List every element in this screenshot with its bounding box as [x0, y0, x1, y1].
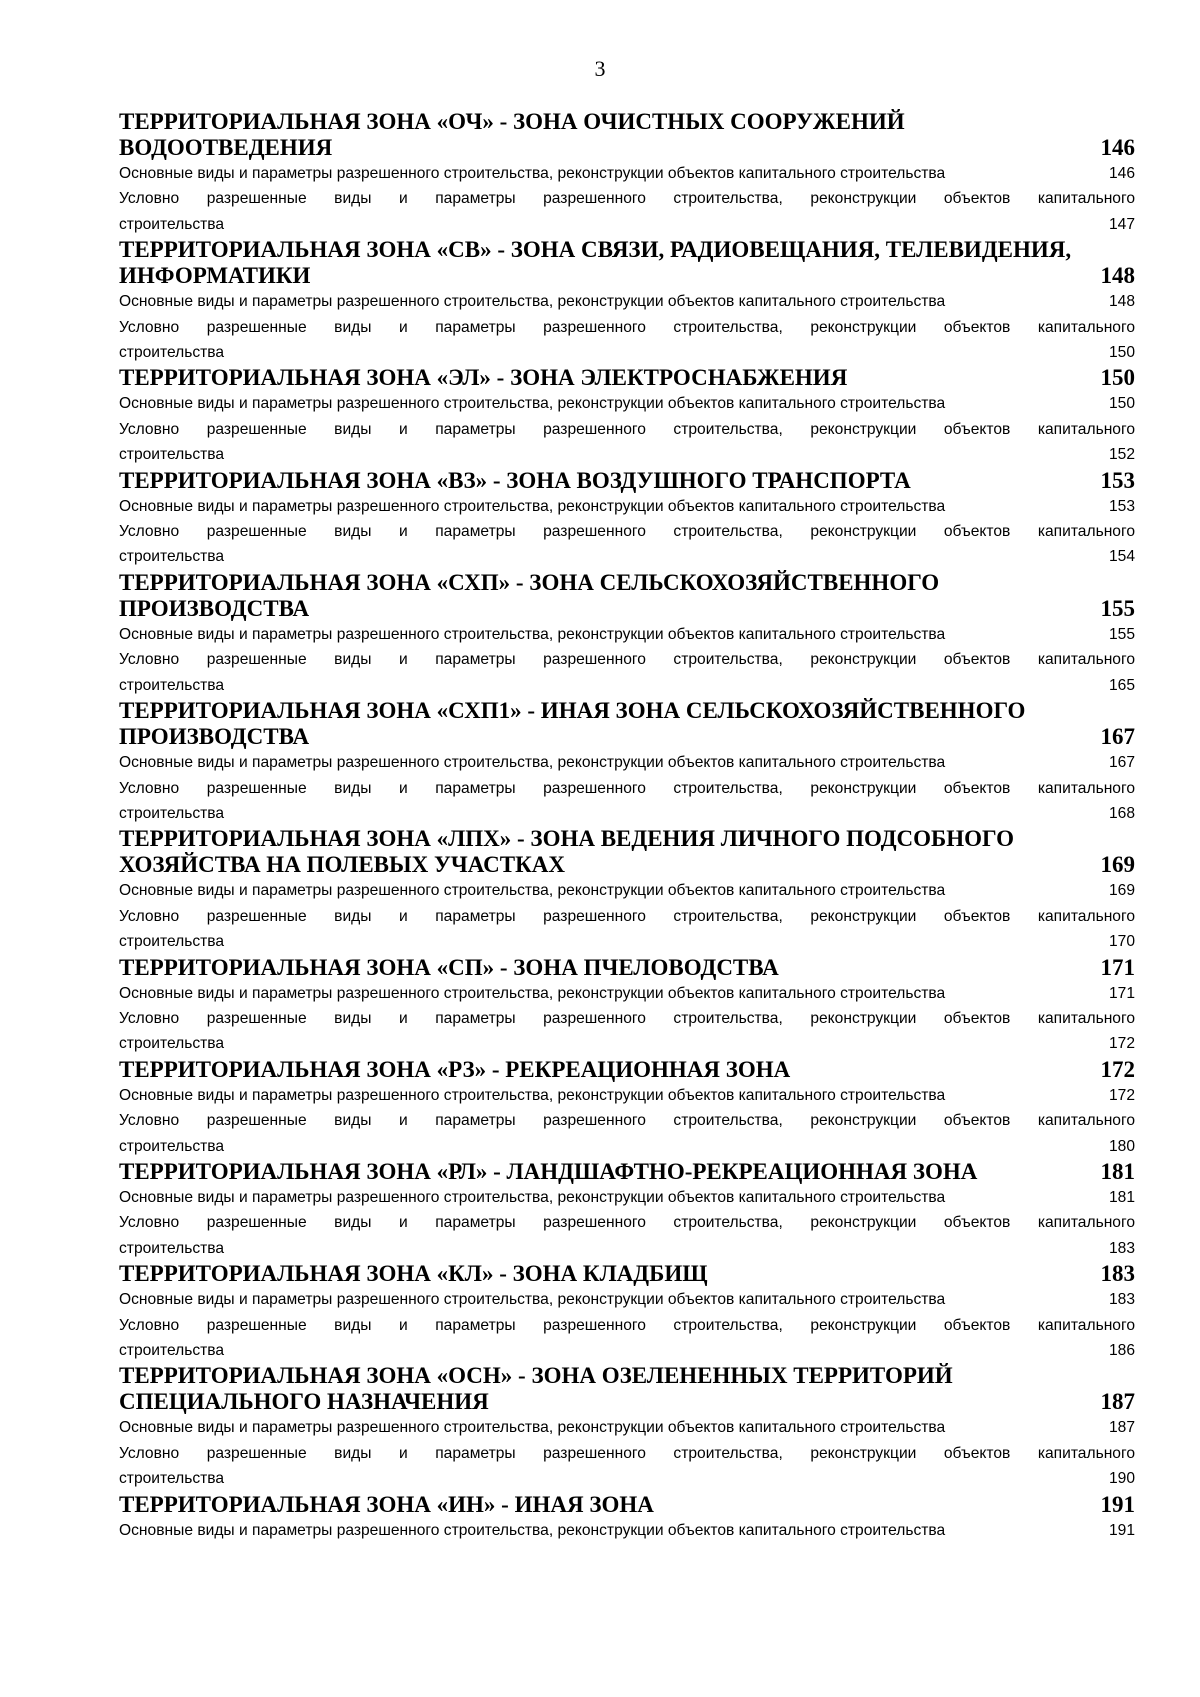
entry-title-tail: строительства [119, 344, 225, 362]
toc-section [119, 1363, 1135, 1491]
toc-entry-conditional[interactable] [119, 776, 1135, 827]
section-heading-line: ТЕРРИТОРИАЛЬНАЯ ЗОНА «СХП» - ЗОНА СЕЛЬСКОХОЗЯЙСТВЕННОГО [119, 569, 940, 595]
section-page-number: 169 [1100, 852, 1135, 878]
entry-title: Условно разрешенные виды и параметры разрешенного строительства, реконструкции объектов капитального [119, 1214, 1135, 1232]
entry-title-tail: строительства [119, 1035, 225, 1053]
entry-title-tail: строительства [119, 1470, 225, 1488]
section-page-number: 191 [1100, 1491, 1135, 1517]
section-heading[interactable] [119, 1363, 1135, 1415]
toc-section [119, 468, 1135, 570]
toc-section [119, 237, 1135, 365]
entry-page-number: 147 [1108, 215, 1135, 233]
section-heading-row [119, 365, 1135, 391]
toc-section [119, 570, 1135, 698]
toc-entry-conditional[interactable] [119, 519, 1135, 570]
section-heading-line: ТЕРРИТОРИАЛЬНАЯ ЗОНА «ЛПХ» - ЗОНА ВЕДЕНИЯ ЛИЧНОГО ПОДСОБНОГО [119, 826, 1014, 852]
section-heading[interactable] [119, 365, 1135, 391]
entry-title-tail: строительства [119, 804, 225, 822]
entry-page-number: 183 [1108, 1239, 1135, 1257]
toc-section [119, 1261, 1135, 1363]
entry-page-number: 155 [1108, 625, 1135, 643]
entry-page-number: 181 [1108, 1188, 1135, 1206]
section-heading-row [119, 1057, 1135, 1083]
toc-entry-conditional[interactable] [119, 1006, 1135, 1057]
entry-title: Основные виды и параметры разрешенного строительства, реконструкции объектов капитального строительства [119, 984, 946, 1002]
section-heading-line: ПРОИЗВОДСТВА [119, 595, 310, 621]
entry-title-row [119, 929, 1135, 954]
toc-section [119, 1492, 1135, 1543]
section-page-number: 167 [1100, 724, 1135, 750]
entry-title: Условно разрешенные виды и параметры разрешенного строительства, реконструкции объектов капитального [119, 1444, 1135, 1462]
section-heading[interactable] [119, 570, 1135, 622]
toc-entry-conditional[interactable] [119, 186, 1135, 237]
entry-title: Основные виды и параметры разрешенного строительства, реконструкции объектов капитального строительства [119, 395, 946, 413]
entry-title: Основные виды и параметры разрешенного строительства, реконструкции объектов капитального строительства [119, 754, 946, 772]
toc-entry-basic[interactable] [119, 1415, 1135, 1440]
entry-title: Условно разрешенные виды и параметры разрешенного строительства, реконструкции объектов капитального [119, 318, 1135, 336]
entry-title: Основные виды и параметры разрешенного строительства, реконструкции объектов капитального строительства [119, 625, 946, 643]
entry-title-tail: строительства [119, 676, 225, 694]
section-heading-row [119, 1492, 1135, 1518]
section-page-number: 187 [1100, 1389, 1135, 1415]
entry-title: Основные виды и параметры разрешенного строительства, реконструкции объектов капитального строительства [119, 882, 946, 900]
section-heading-row [119, 1261, 1135, 1287]
toc-entry-basic[interactable] [119, 878, 1135, 903]
entry-title: Основные виды и параметры разрешенного строительства, реконструкции объектов капитального строительства [119, 165, 946, 182]
section-heading-line: СПЕЦИАЛЬНОГО НАЗНАЧЕНИЯ [119, 1389, 489, 1415]
toc-entry-conditional[interactable] [119, 1313, 1135, 1364]
entry-title-row [119, 1466, 1135, 1491]
entry-title-row [119, 340, 1135, 365]
toc-entry-basic[interactable] [119, 981, 1135, 1006]
section-heading-line: ТЕРРИТОРИАЛЬНАЯ ЗОНА «ОЧ» - ЗОНА ОЧИСТНЫХ СООРУЖЕНИЙ [119, 109, 905, 134]
section-heading-row [119, 955, 1135, 981]
section-heading-row [119, 263, 1135, 289]
entry-title-row [119, 1134, 1135, 1159]
entry-page-number: 171 [1108, 984, 1135, 1002]
toc-entry-conditional[interactable] [119, 647, 1135, 698]
section-heading-line: ИНФОРМАТИКИ [119, 263, 311, 289]
entry-title: Условно разрешенные виды и параметры разрешенного строительства, реконструкции объектов капитального [119, 651, 1135, 669]
toc-entry-basic[interactable] [119, 391, 1135, 416]
section-page-number: 155 [1100, 595, 1135, 621]
entry-page-number: 170 [1108, 933, 1135, 951]
toc-section [119, 365, 1135, 467]
entry-page-number: 190 [1108, 1470, 1135, 1488]
toc-section [119, 698, 1135, 826]
entry-page-number: 148 [1108, 293, 1135, 311]
toc-section [119, 109, 1135, 237]
entry-title-tail: строительства [119, 215, 225, 233]
section-heading-line: ПРОИЗВОДСТВА [119, 724, 310, 750]
section-heading-line: ТЕРРИТОРИАЛЬНАЯ ЗОНА «ВЗ» - ЗОНА ВОЗДУШНОГО ТРАНСПОРТА [119, 467, 911, 493]
section-page-number: 171 [1100, 954, 1135, 980]
section-heading-line: ТЕРРИТОРИАЛЬНАЯ ЗОНА «СП» - ЗОНА ПЧЕЛОВОДСТВА [119, 954, 779, 980]
section-heading-row [119, 724, 1135, 750]
entry-title: Основные виды и параметры разрешенного строительства, реконструкции объектов капитального строительства [119, 1086, 946, 1104]
entry-title: Основные виды и параметры разрешенного строительства, реконструкции объектов капитального строительства [119, 1291, 946, 1309]
section-heading-line: ТЕРРИТОРИАЛЬНАЯ ЗОНА «СВ» - ЗОНА СВЯЗИ, РАДИОВЕЩАНИЯ, ТЕЛЕВИДЕНИЯ, [119, 237, 1072, 263]
section-heading-line: ТЕРРИТОРИАЛЬНАЯ ЗОНА «РЗ» - РЕКРЕАЦИОННАЯ ЗОНА [119, 1056, 791, 1082]
section-heading-row [119, 852, 1135, 878]
toc-entry-basic[interactable] [119, 750, 1135, 775]
entry-title-row [119, 544, 1135, 569]
entry-page-number: 186 [1108, 1342, 1135, 1359]
entry-page-number: 183 [1108, 1291, 1135, 1309]
entry-page-number: 167 [1108, 754, 1135, 772]
entry-title-tail: строительства [119, 933, 225, 951]
entry-title-row [119, 1031, 1135, 1056]
entry-title: Основные виды и параметры разрешенного строительства, реконструкции объектов капитального строительства [119, 497, 946, 515]
toc-entry-basic[interactable] [119, 1185, 1135, 1210]
entry-page-number: 150 [1108, 395, 1135, 413]
entry-title: Основные виды и параметры разрешенного строительства, реконструкции объектов капитального строительства [119, 293, 946, 311]
section-heading-row [119, 1159, 1135, 1185]
entry-title: Условно разрешенные виды и параметры разрешенного строительства, реконструкции объектов капитального [119, 907, 1135, 925]
entry-title-tail: строительства [119, 1239, 225, 1257]
toc-section [119, 1159, 1135, 1261]
entry-title-tail: строительства [119, 446, 225, 464]
section-heading-row [119, 1389, 1135, 1415]
toc-entry-basic[interactable] [119, 289, 1135, 314]
section-heading[interactable] [119, 1159, 1135, 1185]
entry-title-row [119, 801, 1135, 826]
toc-entry-conditional[interactable] [119, 417, 1135, 468]
section-heading-row [119, 468, 1135, 494]
entry-title-tail: строительства [119, 1137, 225, 1155]
toc-entry-basic[interactable] [119, 622, 1135, 647]
entry-title: Условно разрешенные виды и параметры разрешенного строительства, реконструкции объектов капитального [119, 420, 1135, 438]
section-page-number: 146 [1100, 135, 1135, 160]
toc-section [119, 955, 1135, 1057]
section-heading-line: ТЕРРИТОРИАЛЬНАЯ ЗОНА «СХП1» - ИНАЯ ЗОНА СЕЛЬСКОХОЗЯЙСТВЕННОГО [119, 698, 1026, 724]
entry-page-number: 150 [1108, 344, 1135, 362]
section-heading-row [119, 135, 1135, 161]
entry-title-row [119, 1236, 1135, 1261]
entry-title: Условно разрешенные виды и параметры разрешенного строительства, реконструкции объектов капитального [119, 1112, 1135, 1130]
section-page-number: 172 [1100, 1056, 1135, 1082]
toc-section [119, 826, 1135, 954]
section-heading-line: ТЕРРИТОРИАЛЬНАЯ ЗОНА «ОСН» - ЗОНА ОЗЕЛЕНЕННЫХ ТЕРРИТОРИЙ [119, 1363, 953, 1389]
toc-entry-conditional[interactable] [119, 1108, 1135, 1159]
entry-page-number: 172 [1108, 1035, 1135, 1053]
section-heading-row [119, 596, 1135, 622]
entry-title-row [119, 442, 1135, 467]
section-heading[interactable] [119, 1492, 1135, 1518]
section-heading[interactable] [119, 1057, 1135, 1083]
table-of-contents [119, 109, 1135, 1543]
entry-title: Условно разрешенные виды и параметры разрешенного строительства, реконструкции объектов капитального [119, 1316, 1135, 1334]
entry-title: Основные виды и параметры разрешенного строительства, реконструкции объектов капитального строительства [119, 1419, 946, 1437]
entry-page-number: 172 [1108, 1086, 1135, 1104]
section-heading-line: ТЕРРИТОРИАЛЬНАЯ ЗОНА «КЛ» - ЗОНА КЛАДБИЩ [119, 1261, 708, 1287]
toc-entry-basic[interactable] [119, 1287, 1135, 1312]
section-heading[interactable] [119, 1261, 1135, 1287]
section-heading-line: ВОДООТВЕДЕНИЯ [119, 135, 333, 160]
section-heading-line: ТЕРРИТОРИАЛЬНАЯ ЗОНА «ЭЛ» - ЗОНА ЭЛЕКТРОСНАБЖЕНИЯ [119, 365, 848, 391]
entry-page-number: 165 [1108, 676, 1135, 694]
section-heading-line: ТЕРРИТОРИАЛЬНАЯ ЗОНА «РЛ» - ЛАНДШАФТНО-РЕКРЕАЦИОННАЯ ЗОНА [119, 1158, 978, 1184]
toc-entry-conditional[interactable] [119, 1441, 1135, 1492]
entry-title: Условно разрешенные виды и параметры разрешенного строительства, реконструкции объектов капитального [119, 779, 1135, 797]
entry-title-row [119, 1338, 1135, 1363]
entry-page-number: 152 [1108, 446, 1135, 464]
section-heading[interactable] [119, 109, 1135, 161]
section-heading[interactable] [119, 237, 1135, 289]
toc-entry-conditional[interactable] [119, 904, 1135, 955]
toc-entry-conditional[interactable] [119, 1210, 1135, 1261]
section-heading-line: ХОЗЯЙСТВА НА ПОЛЕВЫХ УЧАСТКАХ [119, 852, 566, 878]
entry-title-row [119, 212, 1135, 237]
toc-entry-basic[interactable] [119, 1083, 1135, 1108]
toc-entry-basic[interactable] [119, 494, 1135, 519]
entry-page-number: 168 [1108, 804, 1135, 822]
entry-title: Условно разрешенные виды и параметры разрешенного строительства, реконструкции объектов капитального [119, 1009, 1135, 1027]
entry-page-number: 153 [1108, 497, 1135, 515]
toc-entry-basic[interactable] [119, 1518, 1135, 1543]
section-page-number: 183 [1100, 1261, 1135, 1287]
entry-title: Условно разрешенные виды и параметры разрешенного строительства, реконструкции объектов капитального [119, 190, 1135, 208]
entry-page-number: 154 [1108, 548, 1135, 566]
toc-entry-basic[interactable] [119, 161, 1135, 186]
section-page-number: 181 [1100, 1158, 1135, 1184]
entry-title: Основные виды и параметры разрешенного строительства, реконструкции объектов капитального строительства [119, 1521, 946, 1539]
entry-title-tail: строительства [119, 548, 225, 566]
toc-list [119, 109, 1135, 1543]
entry-page-number: 187 [1108, 1419, 1135, 1437]
page-number: 3 [594, 56, 606, 81]
section-heading[interactable] [119, 698, 1135, 750]
section-heading[interactable] [119, 826, 1135, 878]
section-heading[interactable] [119, 468, 1135, 494]
entry-page-number: 146 [1108, 165, 1135, 182]
entry-title-tail: строительства [119, 1342, 225, 1359]
entry-title: Основные виды и параметры разрешенного строительства, реконструкции объектов капитального строительства [119, 1188, 946, 1206]
entry-page-number: 180 [1108, 1137, 1135, 1155]
toc-entry-conditional[interactable] [119, 315, 1135, 366]
section-page-number: 148 [1100, 263, 1135, 289]
entry-title: Условно разрешенные виды и параметры разрешенного строительства, реконструкции объектов капитального [119, 523, 1135, 541]
entry-title-row [119, 673, 1135, 698]
section-page-number: 153 [1100, 467, 1135, 493]
section-heading[interactable] [119, 955, 1135, 981]
section-page-number: 150 [1100, 365, 1135, 391]
entry-page-number: 169 [1108, 882, 1135, 900]
entry-page-number: 191 [1108, 1521, 1135, 1539]
toc-section [119, 1057, 1135, 1159]
section-heading-line: ТЕРРИТОРИАЛЬНАЯ ЗОНА «ИН» - ИНАЯ ЗОНА [119, 1491, 654, 1517]
